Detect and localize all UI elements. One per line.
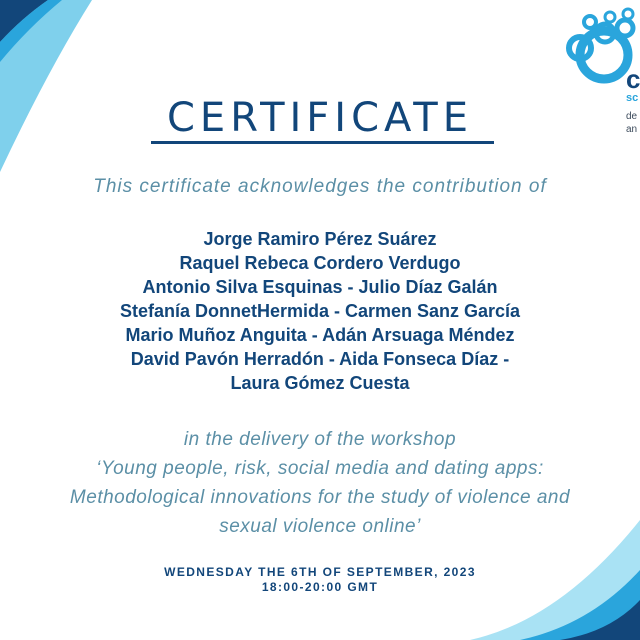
name-line: David Pavón Herradón - Aida Fonseca Díaz - [130, 349, 510, 369]
name-line: Antonio Silva Esquinas - Julio Díaz Galán [142, 277, 498, 297]
workshop-line: ‘Young people, risk, social media and dating apps: [96, 458, 544, 479]
certificate-title: CERTIFICATE [166, 95, 473, 141]
workshop-line: in the delivery of the workshop [183, 429, 457, 450]
name-line: Laura Gómez Cuesta [230, 373, 410, 393]
workshop-line: sexual violence online’ [219, 516, 421, 537]
time-line: 18:00-20:00 GMT [261, 580, 379, 594]
event-date [0, 565, 640, 595]
logo-text-small: sc [626, 92, 639, 104]
workshop-description [0, 425, 640, 541]
name-line: Mario Muñoz Anguita - Adán Arsuaga Méndez [125, 325, 515, 345]
name-line: Jorge Ramiro Pérez Suárez [203, 229, 437, 249]
date-line: WEDNESDAY THE 6TH OF SEPTEMBER, 2023 [164, 565, 476, 579]
contributor-names [0, 227, 640, 395]
workshop-line: Methodological innovations for the study of violence and [69, 487, 571, 508]
name-line: Stefanía DonnetHermida - Carmen Sanz García [119, 301, 521, 321]
acknowledgement-text: This certificate acknowledges the contribution of [93, 176, 547, 197]
name-line: Raquel Rebeca Cordero Verdugo [179, 253, 461, 273]
logo-text-line1: de [626, 111, 638, 122]
logo-text-line2: an [626, 124, 638, 135]
title-underline [151, 141, 494, 144]
logo-text-large: c [626, 64, 640, 94]
